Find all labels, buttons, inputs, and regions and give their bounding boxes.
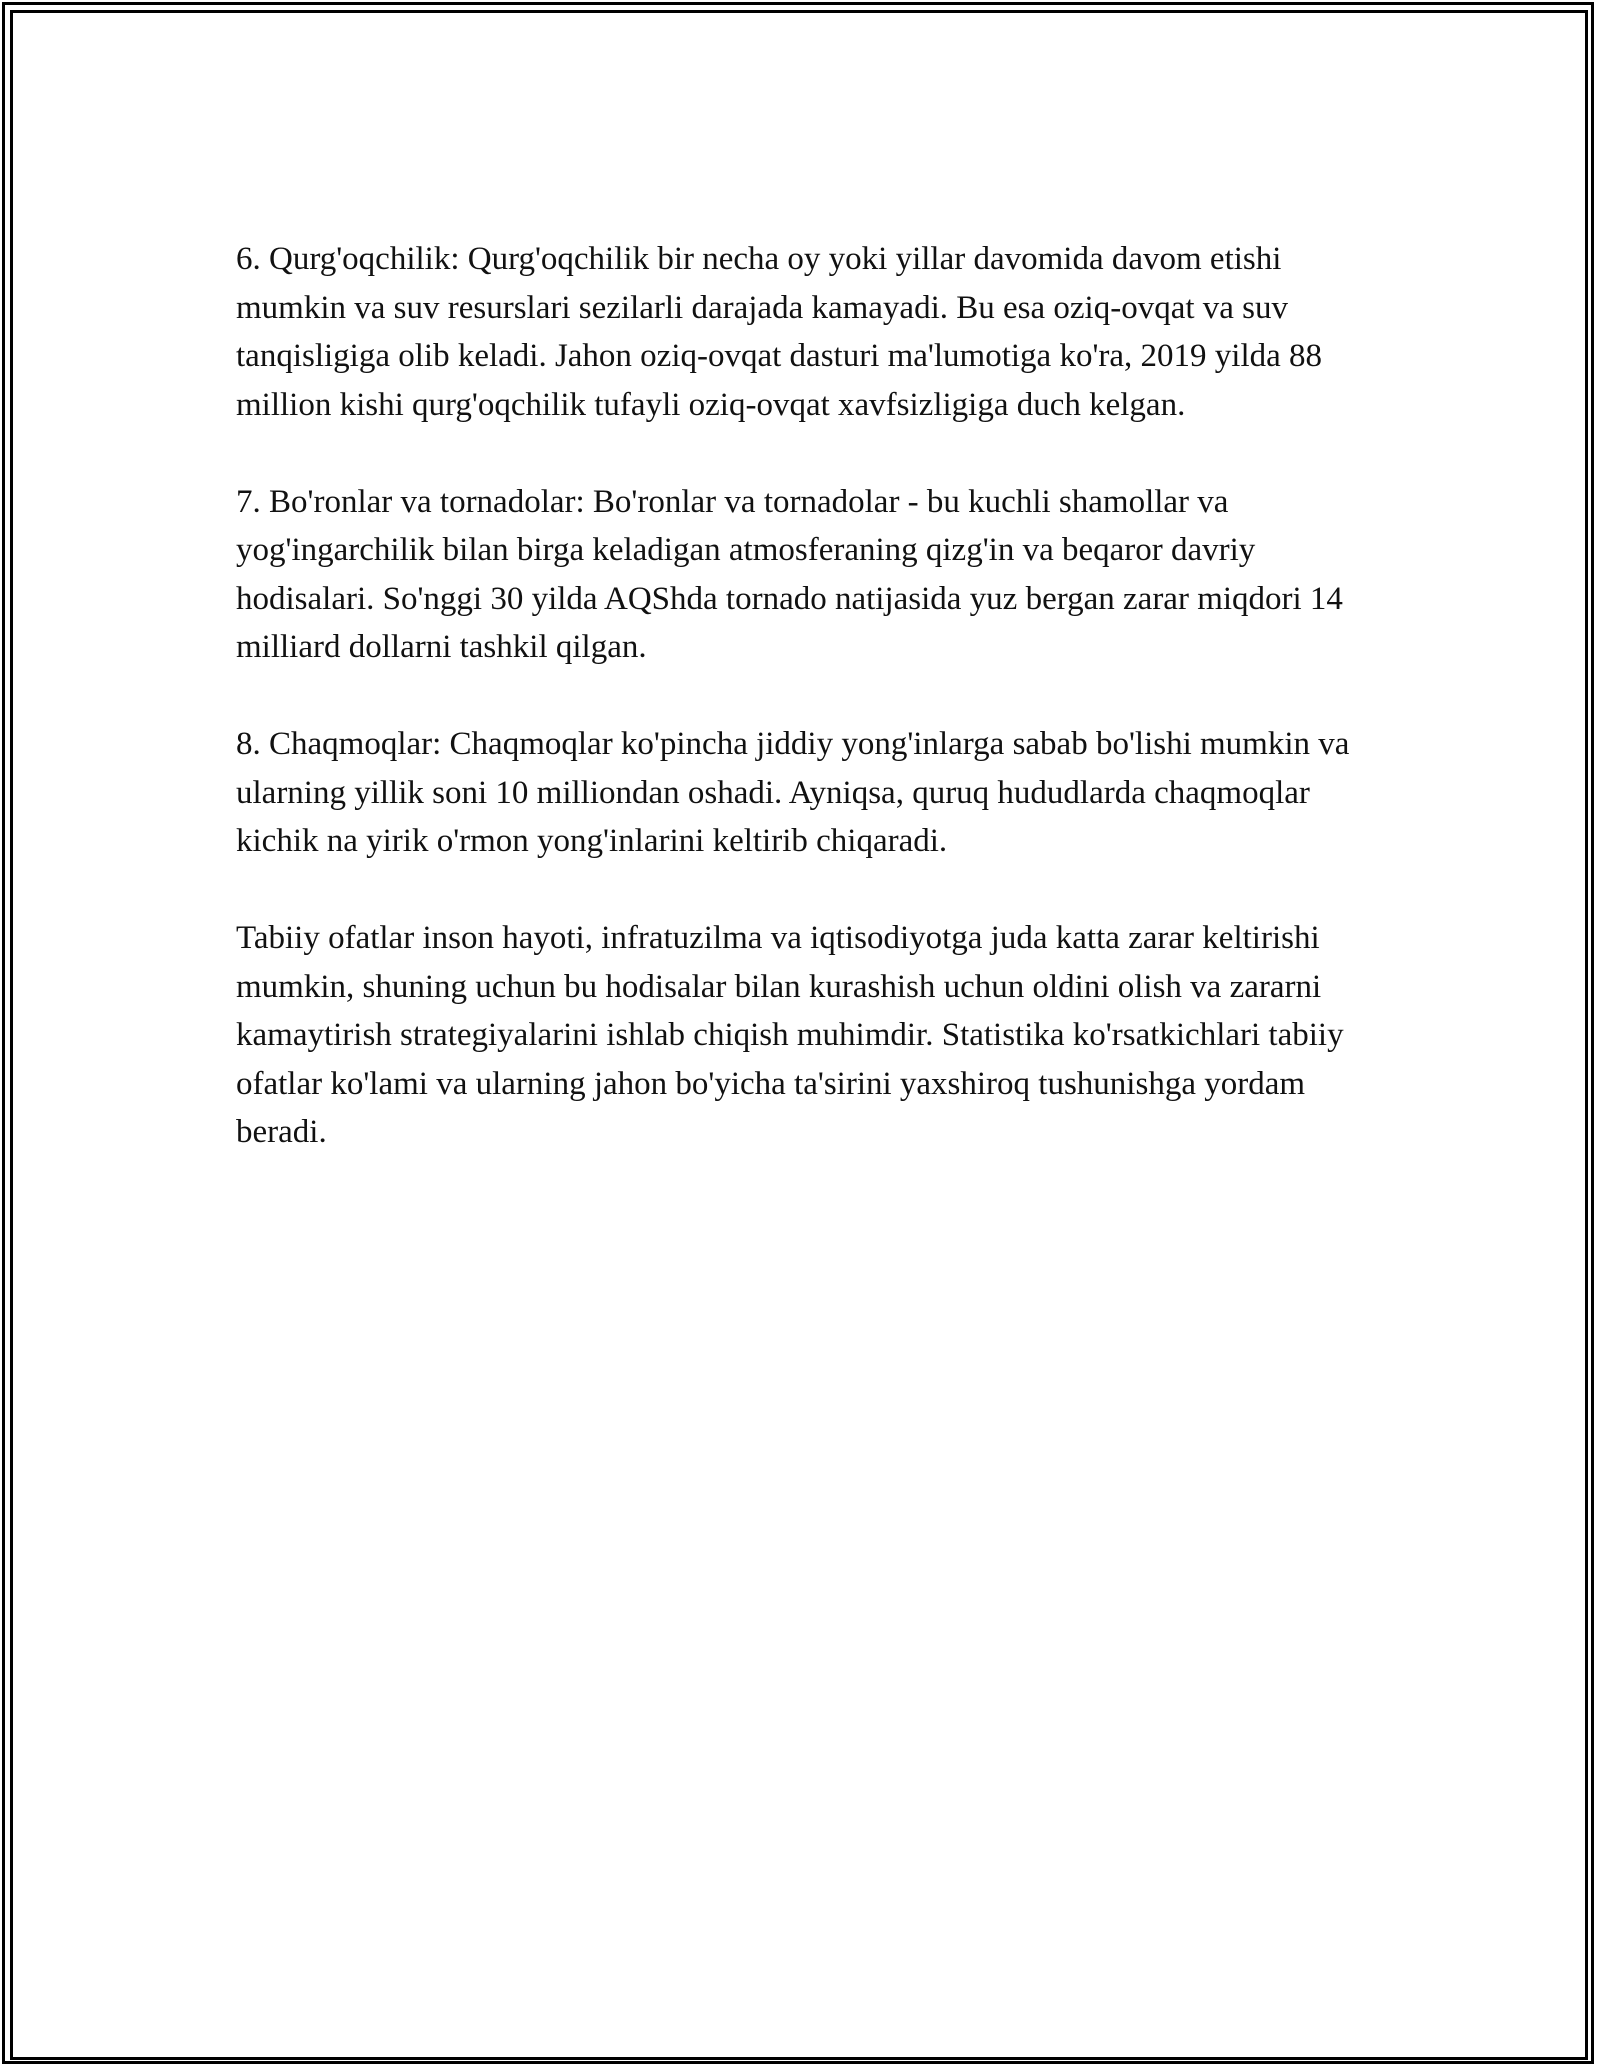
paragraph-drought: 6. Qurg'oqchilik: Qurg'oqchilik bir necha oy yoki yillar davomida davom etishi mumkin va suv resurslari sezilarli darajada kamayadi. Bu esa oziq-ovqat va suv tanqisligiga olib keladi. Jahon oziq-ovqat dasturi ma'lumotiga ko'ra, 2019 yilda 88 million kishi qurg'oqchilik tufayli oziq-ovqat xavfsizligiga duch kelgan. xyxy=(236,241,1323,423)
paragraph-lightning: 8. Chaqmoqlar: Chaqmoqlar ko'pincha jiddiy yong'inlarga sabab bo'lishi mumkin va ularning yillik soni 10 milliondan oshadi. Ayniqsa, quruq hududlarda chaqmoqlar kichik na yirik o'rmon yong'inlarini keltirib chiqaradi. xyxy=(236,726,1350,859)
document-body xyxy=(236,235,1356,1205)
paragraph-conclusion: Tabiiy ofatlar inson hayoti, infratuzilma va iqtisodiyotga juda katta zarar keltirishi mumkin, shuning uchun bu hodisalar bilan kurashish uchun oldini olish va zararni kamaytirish strategiyalarini ishlab chiqish muhimdir. Statistika ko'rsatkichlari tabiiy ofatlar ko'lami va ularning jahon bo'yicha ta'sirini yaxshiroq tushunishga yordam beradi. xyxy=(236,920,1344,1150)
paragraph-storms-tornadoes: 7. Bo'ronlar va tornadolar: Bo'ronlar va tornadolar - bu kuchli shamollar va yog'ingarchilik bilan birga keladigan atmosferaning qizg'in va beqaror davriy hodisalari. So'nggi 30 yilda AQShda tornado natijasida yuz bergan zarar miqdori 14 milliard dollarni tashkil qilgan. xyxy=(236,483,1343,665)
